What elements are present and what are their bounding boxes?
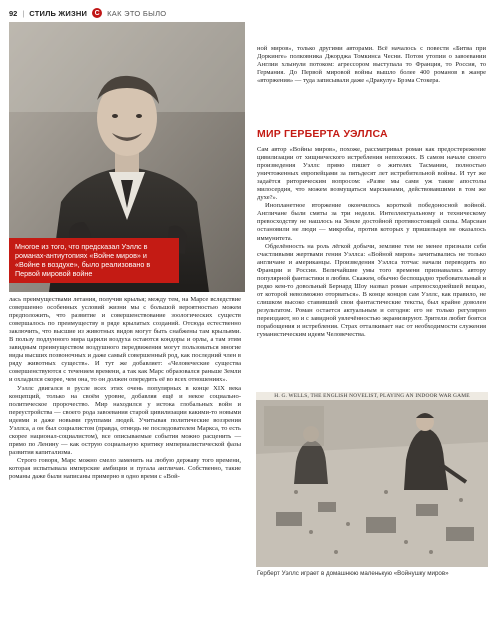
rubric-label: КАК ЭТО БЫЛО [107, 8, 167, 18]
section-title: МИР ГЕРБЕРТА УЭЛЛСА [257, 128, 388, 140]
right-paragraph-2: Инопланетное вторжение окончилось короткой победоносной войной. Англичане были смяты за три недели. Интеллектуальному и техническому превосходству не нашлось на Земле достойной противостоящей силы. Марсиан остановили не люди — микробы, против которых у пришельцев не оказалось иммунитета. [257, 202, 486, 242]
war-game-scene-icon [256, 392, 488, 567]
left-paragraph-1: лась преимуществами летания, получив крылья; между тем, на Марсе вследствие совершенно особенных условий жизни мы с большой вероятностью можем предположить, что развитие и совершенствование зоологических существ совершалось по преимуществу в ряде крылатых созданий. Отсюда естественно заключить, что высшие из животных видов могут быть снабжены там крыльями. В пользу подлунного мира царили воздуха остаются кондоры и орлы, а там этим завидным преимуществом воздушного передвижения могут пользоваться многие виды высших позвоночных и даже самый совершенный род, как последний член в ряду животных существ». И тут же добавляет: «Человеческие существа совершенствуются с течением времени, а так как Марс образовался раньше Земли и охладился скорее, чем она, то он должен опередить её во всех отношениях». [9, 296, 241, 384]
left-paragraph-3: Строго говоря, Марс можно смело заменить на любую державу того времени, которая испытывала имперские амбиции и пугала англичан. Собственно, такие романы даже были написаны примерно в одно время с «Вой- [9, 456, 241, 481]
illustration-caption: Герберт Уэллс играет в домашнюю маленькую «Войнушку миров» [257, 570, 449, 577]
magazine-logo-icon: С [92, 8, 102, 18]
right-paragraph-1: Сам автор «Войны миров», похоже, рассматривал роман как предостережение цивилизации от хищнического истребления непохожих. В самом начале своего произведения Уэллс прямо пишет о жителях Тасмании, полностью уничтоженных европейцами за пятьдесят лет истребительной войны. И тут же задаётся риторическим вопросом: «Разве мы сами уж такие апостолы милосердия, что можем возмущаться марсианами, действовавшими в том же духе?». [257, 146, 486, 202]
right-top-paragraph-1: ной миров», только другими авторами. Всё началось с повести «Битва при Доркинге» полковника Джорджа Томкинса Чесни. Потом утопии о завоевании Англии хлынули потоком: агрессором выступала то Франция, то Россия, то Германия. До Первой мировой войны вышло более 400 романов в жанре «вторжения» — туда записывали даже «Дракулу» Брэма Стокера. [257, 45, 486, 85]
right-paragraph-3: Обделённость на роль лёгкой добычи, земляне тем не менее признали себя счастливыми жертвами гения Уэллса: «Войной миров» зачитывались не только англичане и американцы. Произведения Уэллса тотчас начали переводить во Франции и России. Величайшие умы того времени признавались автору популярной фантастики в любви. Скажем, обычно беспощадно требовательный и редко кем-то довольный Бернард Шоу назвал роман «превосходнейшей вещью, от которой невозможно оторваться». В конце концов сам Уэллс, как правило, не слишком высоко ставивший свои фантастические тексты, был крайне доволен результатом. Роман остается актуальным и сегодня: его не только регулярно переиздают, но и с завидной увлечённостью экранизируют. Зрители любят боятся порабощения и истребления. Страх отталкивает нас от необходимости служения гуманистическим идеям Человечества. [257, 242, 486, 339]
left-column-text [9, 296, 241, 481]
left-paragraph-2: Уэллс двигался в русле всех этих очень популярных в конце XIX века концепций, только на своём уровне, добавляя ещё и некое социально-политическое пророчество. Мир находился у истока глобальных войн и переустройства — своего рода завоевания старой цивилизации какими-то новыми идеями и даже новыми группами людей. Учитывая политические воззрения Уэллса, а он был социалистом (правда, отнюдь не последователем Маркса, то есть скорее национал-социалистом), все описываемые события можно расценить — прямо по Ленину — как острую социальную критику империалистической фазы развития капитализма. [9, 384, 241, 456]
photo-caption: Многое из того, что предсказал Уэллс в романах-антиутопиях «Войне миров» и «Войне в воздухе», было реализовано в Первой мировой войне [9, 238, 179, 283]
war-game-illustration [256, 392, 488, 567]
page-number: 92 [9, 8, 18, 18]
right-column-top-text [257, 45, 486, 85]
header-separator: | [22, 8, 25, 18]
magazine-title: СТИЛЬ ЖИЗНИ [29, 8, 88, 18]
illustration-banner-text: H. G. WELLS, THE ENGLISH NOVELIST, PLAYING AN INDOOR WAR GAME [256, 392, 488, 400]
page-header [9, 6, 249, 20]
right-column-main-text [257, 146, 486, 339]
